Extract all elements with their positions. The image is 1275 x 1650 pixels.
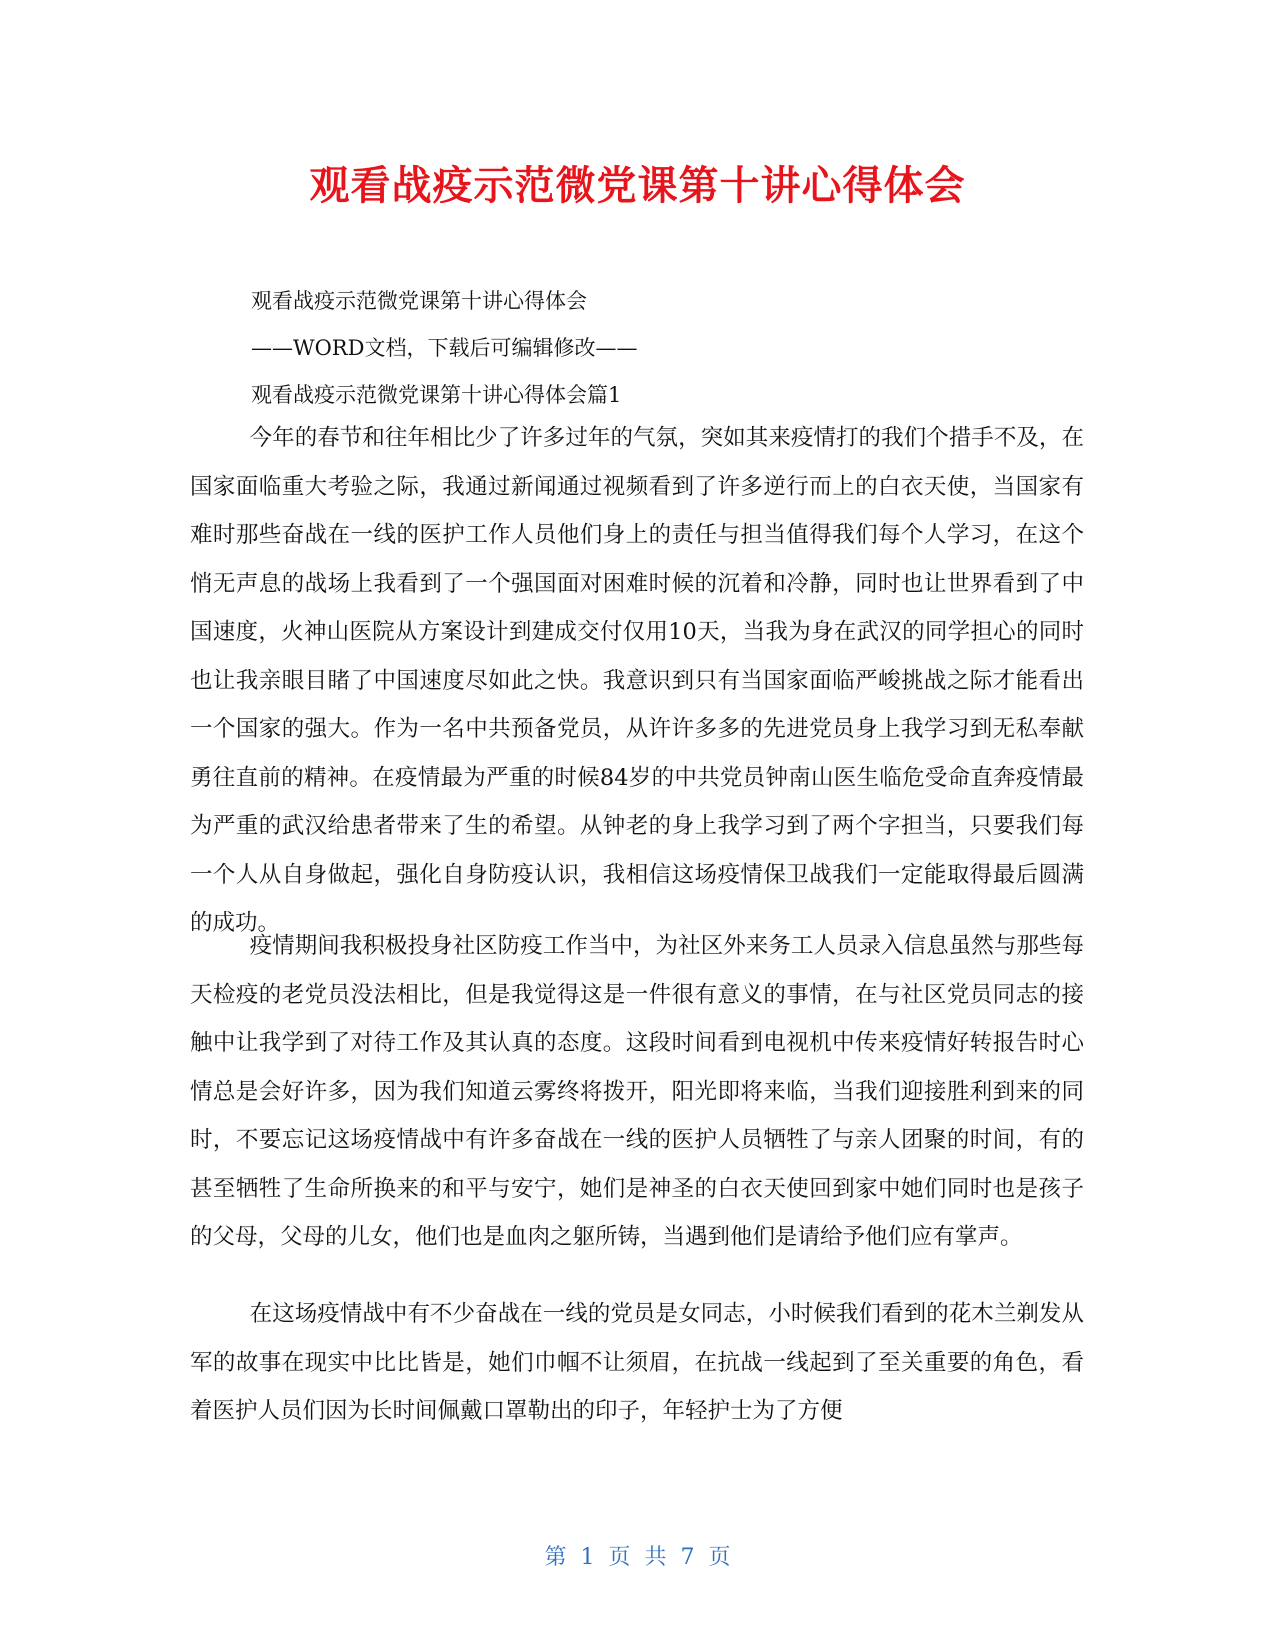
body-paragraph: 今年的春节和往年相比少了许多过年的气氛，突如其来疫情打的我们个措手不及，在国家面临重大考验之际，我通过新闻通过视频看到了许多逆行而上的白衣天使，当国家有难时那些奋战在一线的医护工作人员他们身上的责任与担当值得我们每个人学习，在这个悄无声息的战场上我看到了一个强国面对困难时候的沉着和冷静，同时也让世界看到了中国速度，火神山医院从方案设计到建成交付仅用10天，当我为身在武汉的同学担心的同时也让我亲眼目睹了中国速度尽如此之快。我意识到只有当国家面临严峻挑战之际才能看出一个国家的强大。作为一名中共预备党员，从许许多多的先进党员身上我学习到无私奉献勇往直前的精神。在疫情最为严重的时候84岁的中共党员钟南山医生临危受命直奔疫情最为严重的武汉给患者带来了生的希望。从钟老的身上我学习到了两个字担当，只要我们每一个人从自身做起，强化自身防疫认识，我相信这场疫情保卫战我们一定能取得最后圆满的成功。 xyxy=(190,425,1084,936)
body-paragraph: 在这场疫情战中有不少奋战在一线的党员是女同志，小时候我们看到的花木兰剃发从军的故事在现实中比比皆是，她们巾帼不让须眉，在抗战一线起到了至关重要的角色，看着医护人员们因为长时间佩戴口罩勒出的印子，年轻护士为了方便 xyxy=(190,1301,1084,1424)
header-line-section: 观看战疫示范微党课第十讲心得体会篇1 xyxy=(251,383,622,407)
header-line-title: 观看战疫示范微党课第十讲心得体会 xyxy=(251,289,587,313)
header-line-note: ——WORD文档，下载后可编辑修改—— xyxy=(251,336,638,360)
body-paragraph: 疫情期间我积极投身社区防疫工作当中，为社区外来务工人员录入信息虽然与那些每天检疫的老党员没法相比，但是我觉得这是一件很有意义的事情，在与社区党员同志的接触中让我学到了对待工作及其认真的态度。这段时间看到电视机中传来疫情好转报告时心情总是会好许多，因为我们知道云雾终将拨开，阳光即将来临，当我们迎接胜利到来的同时，不要忘记这场疫情战中有许多奋战在一线的医护人员牺牲了与亲人团聚的时间，有的甚至牺牲了生命所换来的和平与安宁，她们是神圣的白衣天使回到家中她们同时也是孩子的父母，父母的儿女，他们也是血肉之躯所铸，当遇到他们是请给予他们应有掌声。 xyxy=(190,933,1084,1250)
page-number-footer: 第 1 页 共 7 页 xyxy=(544,1545,731,1570)
document-title: 观看战疫示范微党课第十讲心得体会 xyxy=(309,163,966,209)
